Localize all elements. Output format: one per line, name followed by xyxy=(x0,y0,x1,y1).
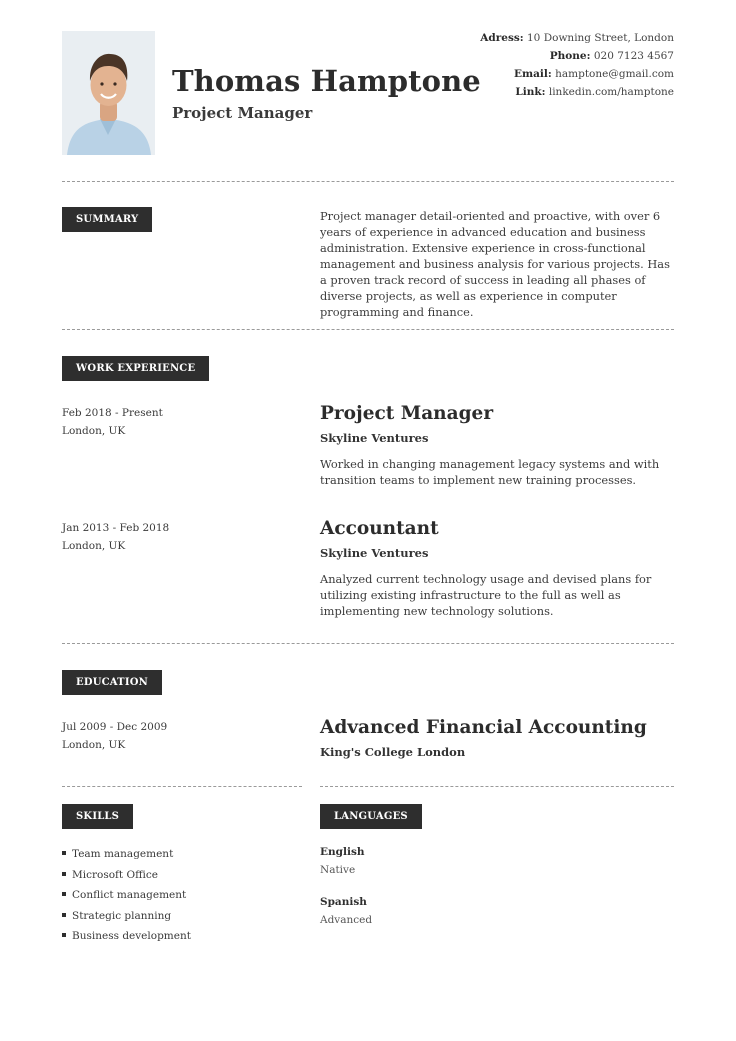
education-course: Advanced Financial Accounting xyxy=(320,717,647,738)
list-item xyxy=(62,866,191,887)
language-level: Advanced xyxy=(320,914,373,926)
contact-address xyxy=(480,32,674,44)
job-dates: Jan 2013 - Feb 2018 xyxy=(62,522,170,534)
skill-label: Conflict management xyxy=(72,889,187,901)
languages-heading: LANGUAGES xyxy=(320,804,422,829)
summary-heading: SUMMARY xyxy=(62,207,152,232)
education-heading: EDUCATION xyxy=(62,670,162,695)
contact-phone xyxy=(550,50,674,62)
job-dates: Feb 2018 - Present xyxy=(62,407,163,419)
divider xyxy=(62,329,674,330)
bullet-icon xyxy=(62,851,66,855)
summary-text: Project manager detail-oriented and proactive, with over 6 years of experience in advanced education and business administration. Extensive experience in cross-functional management and business analysis for various projects. Has a proven track record of success in leading all phases of diverse projects, as well as experience in computer programming and finance. xyxy=(320,209,670,319)
candidate-title: Project Manager xyxy=(172,104,313,122)
person-portrait-icon xyxy=(62,31,155,155)
language-name: English xyxy=(320,846,365,858)
list-item xyxy=(62,845,191,866)
email-label: Email: xyxy=(514,68,552,80)
profile-photo xyxy=(62,31,155,155)
list-item xyxy=(62,907,191,928)
job-location: London, UK xyxy=(62,425,126,437)
address-value: 10 Downing Street, London xyxy=(527,32,674,44)
address-label: Adress: xyxy=(480,32,524,44)
skill-label: Business development xyxy=(72,930,191,942)
contact-email xyxy=(514,68,674,80)
skill-label: Microsoft Office xyxy=(72,868,159,881)
job-location: London, UK xyxy=(62,540,126,552)
bullet-icon xyxy=(62,913,66,917)
education-location: London, UK xyxy=(62,739,126,751)
list-item xyxy=(62,927,191,948)
phone-value: 020 7123 4567 xyxy=(593,50,674,62)
job-role: Project Manager xyxy=(320,403,494,424)
job-description: Worked in changing management legacy systems and with transition teams to implement new training processes. xyxy=(320,457,660,487)
job-description: Analyzed current technology usage and devised plans for utilizing existing infrastructure to the full as well as implementing new technology solutions. xyxy=(320,572,652,618)
phone-label: Phone: xyxy=(549,50,591,62)
link-value[interactable]: linkedin.com/hamptone xyxy=(548,86,674,98)
bullet-icon xyxy=(62,892,66,896)
email-value[interactable]: hamptone@gmail.com xyxy=(555,68,674,80)
language-level: Native xyxy=(320,864,356,876)
divider xyxy=(320,786,674,787)
bullet-icon xyxy=(62,933,66,937)
bullet-icon xyxy=(62,872,66,876)
list-item xyxy=(62,886,191,907)
education-school: King's College London xyxy=(320,745,466,759)
skills-list xyxy=(62,845,191,948)
link-label: Link: xyxy=(515,86,546,98)
job-company: Skyline Ventures xyxy=(320,546,429,560)
skill-label: Team management xyxy=(72,848,174,860)
skills-heading: SKILLS xyxy=(62,804,133,829)
divider xyxy=(62,786,302,787)
candidate-name: Thomas Hamptone xyxy=(172,64,481,98)
language-name: Spanish xyxy=(320,896,367,908)
divider xyxy=(62,181,674,182)
job-company: Skyline Ventures xyxy=(320,431,429,445)
skill-label: Strategic planning xyxy=(72,909,172,922)
contact-link xyxy=(515,86,674,98)
work-experience-heading: WORK EXPERIENCE xyxy=(62,356,209,381)
job-role: Accountant xyxy=(320,518,439,539)
education-dates: Jul 2009 - Dec 2009 xyxy=(62,721,168,733)
divider xyxy=(62,643,674,644)
